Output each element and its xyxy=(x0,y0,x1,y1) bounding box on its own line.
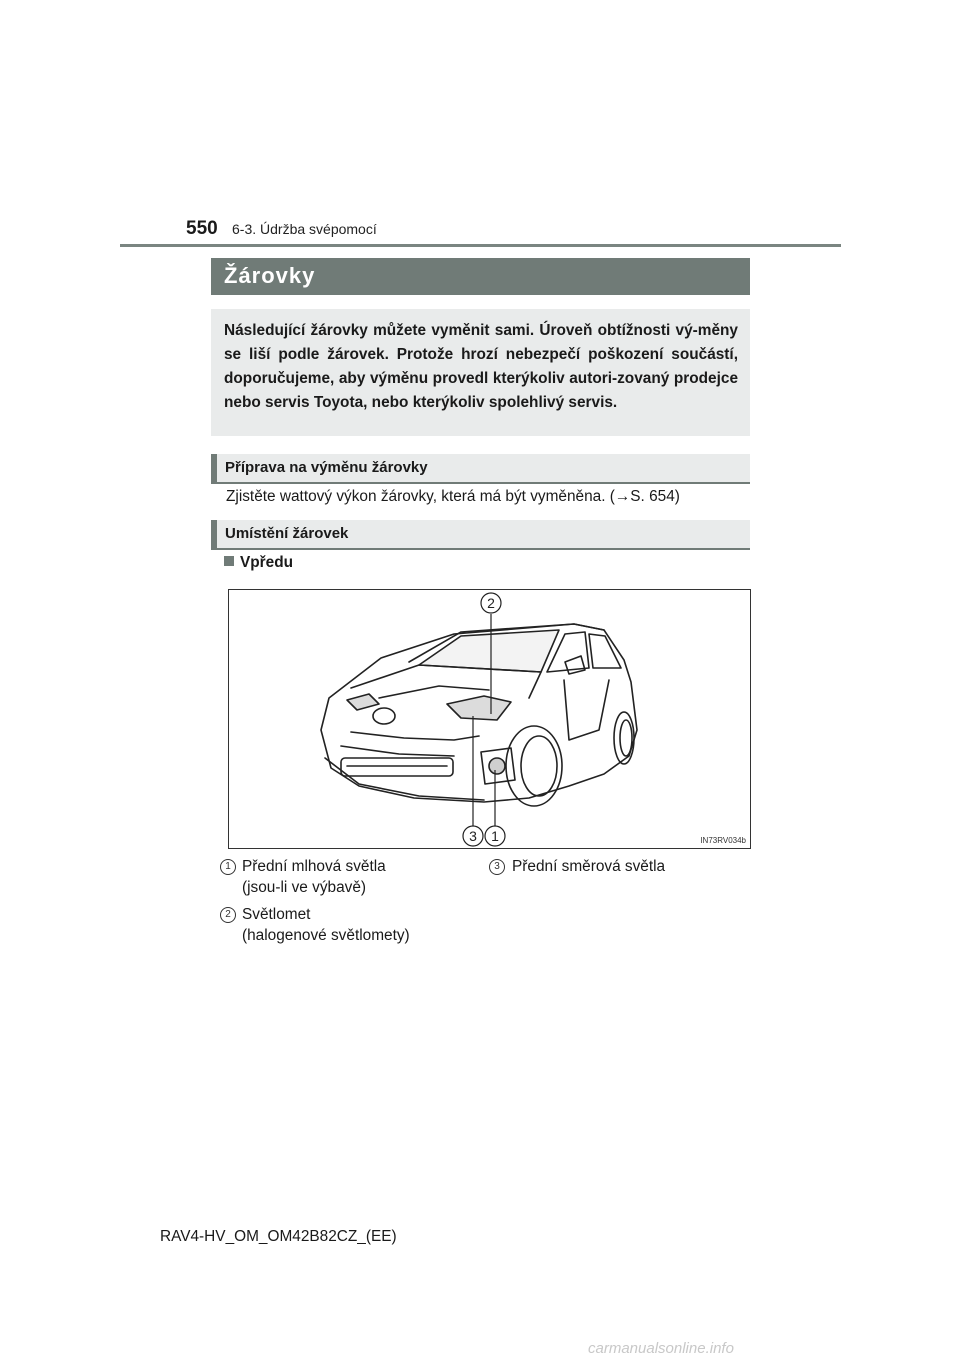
legend-item-2 xyxy=(242,904,410,946)
square-bullet-icon xyxy=(224,556,234,566)
title-bar xyxy=(211,258,750,295)
car-drawing xyxy=(229,590,750,848)
callout-1 xyxy=(485,826,505,846)
legend-item-3 xyxy=(512,856,665,877)
legend-item-1-line1: Přední mlhová světla xyxy=(242,858,386,875)
figure-code: IN73RV034b xyxy=(700,836,746,845)
legend-item-2-line1: Světlomet xyxy=(242,906,311,923)
preparation-text xyxy=(226,488,680,506)
section-header: 6-3. Údržba svépomocí xyxy=(232,221,377,237)
subheading-marker xyxy=(211,520,217,550)
preparation-text-prefix: Zjistěte wattový výkon žárovky, která má být vyměněna. ( xyxy=(226,488,615,505)
legend-number-3: 3 xyxy=(489,859,505,875)
header-rule xyxy=(120,244,841,247)
page-reference-link[interactable]: S. 654) xyxy=(630,488,680,505)
legend-item-1-line2: (jsou-li ve výbavě) xyxy=(242,879,367,896)
subheading-placement xyxy=(211,520,750,550)
subheading-preparation-text: Příprava na výměnu žárovky xyxy=(225,459,428,476)
intro-text: Následující žárovky můžete vyměnit sami. Úroveň obtížnosti vý-měny se liší podle žárovek. Protože hrozí nebezpečí poškození součástí, doporučujeme, aby výměnu provedl kterýkoliv autori-zovaný prodejce nebo servis Toyota, nebo kterýkoliv spolehlivý servis. xyxy=(224,322,738,411)
watermark: carmanualsonline.info xyxy=(588,1340,734,1357)
legend-item-3-line1: Přední směrová světla xyxy=(512,858,666,875)
subheading-placement-text: Umístění žárovek xyxy=(225,525,349,542)
callout-3 xyxy=(463,826,483,846)
callout-2 xyxy=(481,593,501,613)
intro-box xyxy=(211,309,750,436)
callout-1-label: 1 xyxy=(491,828,499,844)
legend-item-2-line2: (halogenové světlomety) xyxy=(242,927,410,944)
page-number: 550 xyxy=(186,218,218,239)
legend-number-1: 1 xyxy=(220,859,236,875)
arrow-icon: → xyxy=(614,488,631,505)
car-illustration xyxy=(228,589,751,849)
callout-3-label: 3 xyxy=(469,828,477,844)
legend-item-1 xyxy=(242,856,386,898)
callout-2-label: 2 xyxy=(487,595,495,611)
front-label-text: Vpředu xyxy=(240,554,294,571)
subheading-marker xyxy=(211,454,217,484)
subheading-preparation xyxy=(211,454,750,484)
page-title: Žárovky xyxy=(224,263,316,288)
footer-document-code: RAV4-HV_OM_OM42B82CZ_(EE) xyxy=(160,1228,397,1245)
legend-number-2: 2 xyxy=(220,907,236,923)
front-label xyxy=(224,554,293,572)
